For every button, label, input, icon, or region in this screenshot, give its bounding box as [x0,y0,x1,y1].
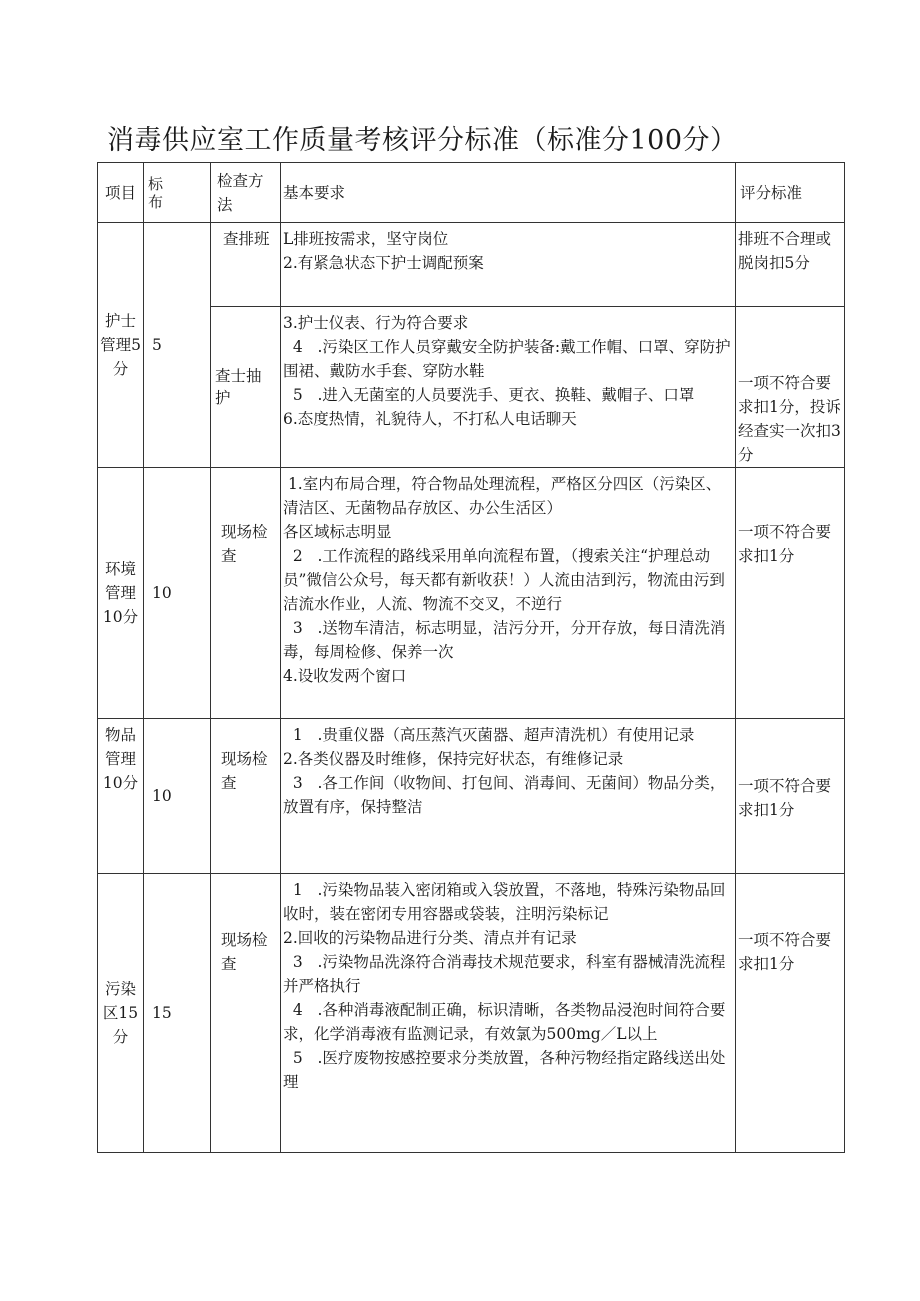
requirement-line: 3 .污染物品洗涤符合消毒技术规范要求，科室有器械清洗流程并严格执行 [283,953,726,995]
requirement-line: 4 .污染区工作人员穿戴安全防护装备:戴工作帽、口罩、穿防护围裙、戴防水手套、穿防水鞋 [283,338,731,380]
requirement-line: 1.室内布局合理，符合物品处理流程，严格区分四区（污染区、清洁区、无菌物品存放区、办公生活区） [283,475,722,517]
requirement-line: 3 .送物车清洁，标志明显，洁污分开，分开存放，每日清洗消毒，每周检修、保养一次 [283,619,726,661]
requirement-line: 3.护士仪表、行为符合要求 [283,314,469,332]
header-score [144,163,211,223]
requirement-line: 2.有紧急状态下护士调配预案 [283,254,484,272]
requirement-line: 4 .各种消毒液配制正确，标识清晰，各类物品浸泡时间符合要求，化学消毒液有监测记录，有效氯为500mg／L以上 [283,1001,726,1043]
sub-method: 查排班 [211,223,281,307]
header-requirement: 基本要求 [281,163,736,223]
section-row [98,468,845,719]
standard-cell: 一项不符合要求扣1分 [736,719,845,874]
requirements-cell [281,468,736,719]
requirement-line: 5 .医疗废物按感控要求分类放置，各种污物经指定路线送出处理 [283,1049,726,1091]
section-row [98,719,845,874]
requirements-cell [281,719,736,874]
standard-cell: 排班不合理或脱岗扣5分 [736,223,845,307]
requirement-line: 2.各类仪器及时维修，保持完好状态，有维修记录 [283,750,624,768]
requirement-line: 2 .工作流程的路线采用单向流程布置，（搜索关注“护理总动员”微信公众号，每天都有新收获！）人流由洁到污，物流由污到洁流水作业，人流、物流不交叉，不逆行 [283,547,725,613]
method-cell: 现场检查 [211,719,281,874]
requirements-cell [281,223,736,307]
section-score: 5 [144,223,211,468]
requirement-line: 3 .各工作间（收物间、打包间、消毒间、无菌间）物品分类，放置有序，保持整洁 [283,774,726,816]
page-title: 消毒供应室工作质量考核评分标准（标准分100分） [107,125,738,156]
section-item: 物品管理10分 [98,719,144,874]
section-score: 10 [144,719,211,874]
header-standard: 评分标准 [736,163,845,223]
requirement-line: 2.回收的污染物品进行分类、清点并有记录 [283,929,577,947]
method-cell: 现场检查 [211,468,281,719]
standard-cell: 一项不符合要求扣1分 [736,874,845,1153]
section-item: 环境管理10分 [98,468,144,719]
section-score: 10 [144,468,211,719]
section-item: 污染区15分 [98,874,144,1153]
section-row [98,223,845,307]
requirement-line: 各区域标志明显 [283,523,392,541]
section-row [98,307,845,468]
requirement-line: 1 .贵重仪器（高压蒸汽灭菌器、超声清洗机）有使用记录 [283,726,695,744]
standard-cell: 一项不符合要求扣1分，投诉经查实一次扣3分 [736,307,845,468]
section-score: 15 [144,874,211,1153]
sub-method: 查士抽护 [211,307,281,468]
header-score-line1: 标 [148,174,164,193]
header-method: 检查方法 [211,163,281,223]
header-score-line2: 布 [148,192,164,211]
requirement-line: 4.设收发两个窗口 [283,667,407,685]
header-item: 项目 [98,163,144,223]
scoring-table [97,162,845,1153]
method-cell: 现场检查 [211,874,281,1153]
requirement-line: L排班按需求，坚守岗位 [283,230,449,248]
header-row [98,163,845,223]
section-item: 护士管理5分 [98,223,144,468]
requirement-line: 1 .污染物品装入密闭箱或入袋放置，不落地，特殊污染物品回收时，装在密闭专用容器或袋装，注明污染标记 [283,881,726,923]
requirement-line: 6.态度热情，礼貌待人，不打私人电话聊天 [283,410,577,428]
requirements-cell [281,874,736,1153]
standard-cell: 一项不符合要求扣1分 [736,468,845,719]
requirement-line: 5 .进入无菌室的人员要洗手、更衣、换鞋、戴帽子、口罩 [283,386,695,404]
requirements-cell [281,307,736,468]
section-row [98,874,845,1153]
